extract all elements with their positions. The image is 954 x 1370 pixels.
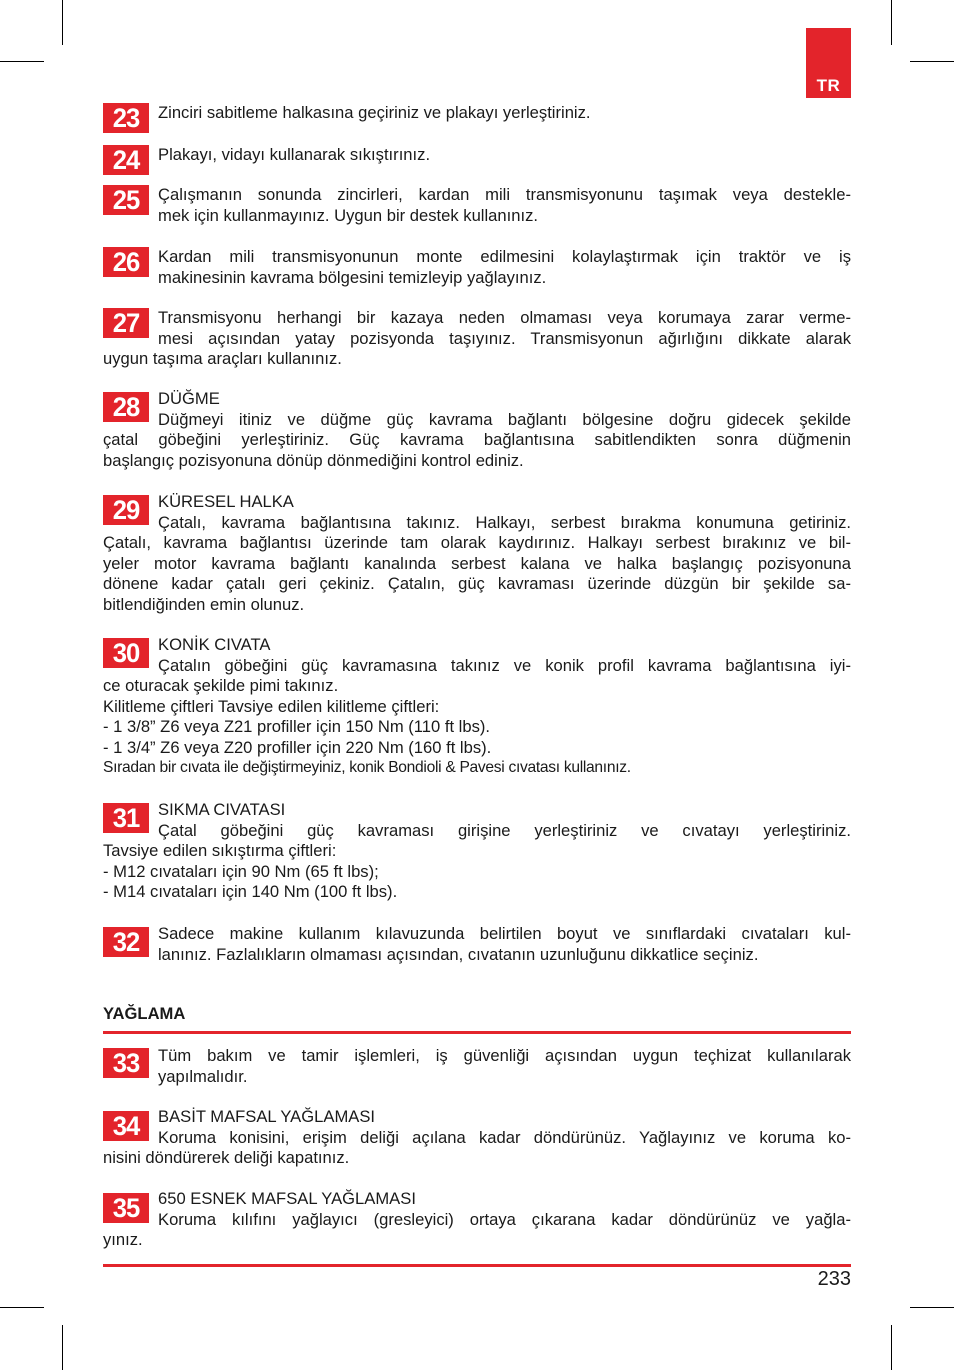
step-31	[103, 800, 851, 903]
step-27	[103, 308, 851, 370]
crop-mark	[910, 61, 954, 62]
language-tab	[806, 28, 851, 98]
step-28	[103, 389, 851, 471]
text-line: Tavsiye edilen sıkıştırma çiftleri:	[103, 841, 337, 860]
step-33	[103, 1046, 851, 1087]
text-line: Tüm bakım ve tamir işlemleri, iş güvenliği açısından uygun teçhizat kullanılarak	[158, 1046, 851, 1065]
text-line: başlangıç pozisyonuna dönüp dönmediğini kontrol ediniz.	[103, 450, 524, 470]
text-line: Koruma konisini, erişim deliği açılana kadar döndürünüz. Yağlayınız ve koruma ko-	[158, 1127, 851, 1147]
text-line: yapılmalıdır.	[158, 1066, 248, 1086]
text-line: lanınız. Fazlalıkların olmaması açısından, cıvatanın uzunluğunu dikkatlice seçiniz.	[158, 944, 759, 964]
step-number: 29	[103, 495, 149, 525]
section-rule	[103, 1031, 851, 1034]
text-line: dönene kadar çatalı geri çekiniz. Çatalın, güç kavraması üzerinde düzgün bir şekilde sa-	[103, 574, 851, 593]
text-line: - 1 3/8” Z6 veya Z21 profiller için 150 Nm (110 ft lbs).	[103, 717, 491, 736]
step-text	[103, 247, 851, 288]
step-number: 25	[103, 185, 149, 215]
step-text	[103, 410, 851, 472]
text-line: Kardan mili transmisyonunun monte edilmesini kolaylaştırmak için traktör ve iş	[158, 247, 851, 266]
step-23	[103, 103, 851, 133]
text-line: Çatalı, kavrama bağlantısına takınız. Halkayı, serbest bırakma konumuna getiriniz.	[158, 512, 851, 532]
step-text	[103, 185, 851, 226]
section-title: YAĞLAMA	[103, 1004, 186, 1023]
text-line: Çatal göbeğini güç kavraması girişine yerleştiriniz ve cıvatayı yerleştiriniz.	[158, 820, 851, 840]
step-30	[103, 635, 851, 779]
crop-mark	[891, 0, 892, 45]
text-line: çatal göbeğini yerleştiriniz. Güç kavrama bağlantısına sabitlendikten sonra düğmenin	[103, 430, 851, 449]
text-line: Koruma kılıfını yağlayıcı (gresleyici) ortaya çıkarana kadar döndürünüz ve yağla-	[158, 1209, 851, 1229]
text-line: yınız.	[103, 1230, 143, 1249]
step-number: 24	[103, 145, 149, 175]
step-title: KONİK CIVATA	[158, 635, 271, 654]
text-line: Çatalın göbeğini güç kavramasına takınız ve konik profil kavrama bağlantısına iyi-	[158, 655, 851, 675]
step-text	[103, 821, 851, 903]
text-line: - M12 cıvataları için 90 Nm (65 ft lbs);	[103, 861, 379, 881]
text-line: Düğmeyi itiniz ve düğme güç kavrama bağlantı bölgesine doğru gidecek şekilde	[158, 409, 851, 429]
step-text: Plakayı, vidayı kullanarak sıkıştırınız.	[158, 145, 431, 164]
step-29	[103, 492, 851, 615]
step-34	[103, 1107, 851, 1169]
step-number: 31	[103, 803, 149, 833]
step-text	[103, 513, 851, 616]
text-line: Transmisyonu herhangi bir kazaya neden olmaması veya korumaya zarar verme-	[158, 308, 851, 327]
step-title: BASİT MAFSAL YAĞLAMASI	[158, 1107, 376, 1126]
step-text	[103, 924, 851, 965]
text-line: yeler motor kavrama bağlantı kanalında serbest kalana ve halka başlangıç pozisyonuna	[103, 553, 851, 573]
step-25	[103, 185, 851, 226]
step-number: 26	[103, 247, 149, 277]
text-line: - M14 cıvataları için 140 Nm (100 ft lbs).	[103, 882, 398, 901]
crop-mark	[910, 1307, 954, 1308]
text-line: mesi açısından yatay pozisyonda taşıyınız. Transmisyonun ağırlığını dikkate alarak	[158, 328, 851, 348]
crop-mark	[0, 1307, 44, 1308]
step-number: 34	[103, 1111, 149, 1141]
step-number: 23	[103, 103, 149, 133]
crop-mark	[62, 1325, 63, 1370]
text-line: ce oturacak şekilde pimi takınız.	[103, 676, 339, 695]
text-line: Sadece makine kullanım kılavuzunda belirtilen boyut ve sınıflardaki cıvataları kul-	[158, 924, 851, 943]
step-text	[103, 1128, 851, 1169]
text-line: Sıradan bir cıvata ile değiştirmeyiniz, konik Bondioli & Pavesi cıvatası kullanınız.	[103, 759, 631, 776]
step-number: 30	[103, 638, 149, 668]
text-line: mek için kullanmayınız. Uygun bir destek kullanınız.	[158, 205, 538, 225]
footer-rule	[103, 1264, 851, 1267]
step-text	[103, 1046, 851, 1087]
crop-mark	[891, 1325, 892, 1370]
step-title: 650 ESNEK MAFSAL YAĞLAMASI	[158, 1189, 416, 1208]
step-number: 33	[103, 1048, 149, 1078]
step-24	[103, 145, 851, 175]
step-text	[103, 656, 851, 779]
text-line: nisini döndürerek deliği kapatınız.	[103, 1148, 350, 1167]
text-line: Çalışmanın sonunda zincirleri, kardan mili transmisyonunu taşımak veya destekle-	[158, 185, 851, 204]
step-title: DÜĞME	[158, 389, 220, 408]
step-text: Zinciri sabitleme halkasına geçiriniz ve plakayı yerleştiriniz.	[158, 103, 591, 122]
step-title: SIKMA CIVATASI	[158, 800, 286, 819]
step-title: KÜRESEL HALKA	[158, 492, 294, 511]
text-line: - 1 3/4” Z6 veya Z20 profiller için 220 Nm (160 ft lbs).	[103, 737, 492, 757]
text-line: Çatalı, kavrama bağlantısı üzerinde tam olarak kaydırınız. Halkayı serbest bırakınız ve bil-	[103, 533, 851, 552]
crop-mark	[62, 0, 63, 45]
step-26	[103, 247, 851, 288]
step-number: 35	[103, 1193, 149, 1223]
language-code: TR	[816, 76, 841, 95]
step-number: 28	[103, 392, 149, 422]
crop-mark	[0, 61, 44, 62]
page-number: 233	[817, 1268, 851, 1290]
step-text	[103, 1210, 851, 1251]
step-32	[103, 924, 851, 965]
step-text	[103, 308, 851, 370]
text-line: makinesinin kavrama bölgesini temizleyip yağlayınız.	[158, 267, 547, 287]
text-line: uygun taşıma araçları kullanınız.	[103, 349, 342, 368]
text-line: Kilitleme çiftleri Tavsiye edilen kilitleme çiftleri:	[103, 696, 440, 716]
step-35	[103, 1189, 851, 1251]
step-number: 32	[103, 927, 149, 957]
text-line: bitlendiğinden emin olunuz.	[103, 594, 305, 614]
step-number: 27	[103, 308, 149, 338]
